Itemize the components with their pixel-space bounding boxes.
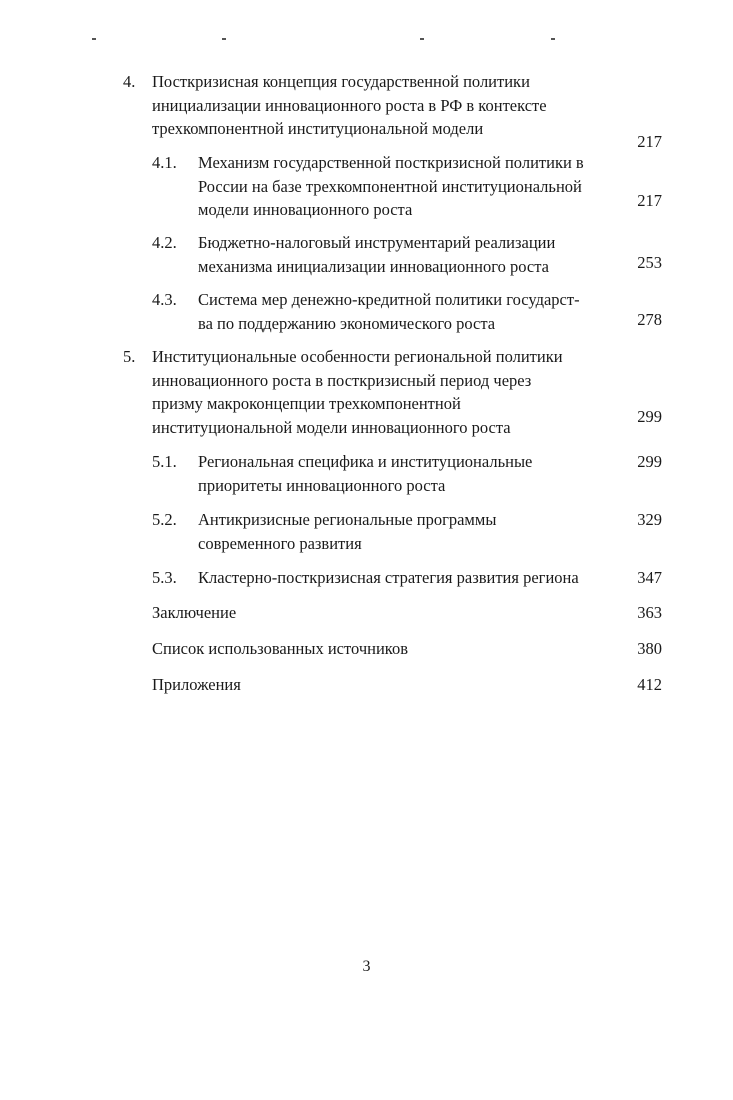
toc-page: 278: [637, 310, 662, 329]
toc-title: Заключение: [152, 603, 237, 622]
toc-title-line: модели инновационного роста: [198, 200, 413, 219]
scan-mark: [420, 38, 424, 40]
toc-title-line: ва по поддержанию экономического роста: [198, 313, 496, 333]
toc-page: 380: [637, 639, 662, 658]
toc-number: 5.3.: [152, 568, 177, 587]
toc-page: 299: [637, 407, 662, 426]
toc-page: 412: [637, 675, 662, 694]
toc-title-line: Посткризисная концепция государственной политики: [152, 72, 530, 91]
toc-title: [152, 345, 622, 439]
toc-page: 217: [637, 191, 662, 210]
toc-page: 329: [637, 510, 662, 529]
toc-title-line: Бюджетно-налоговый инструментарий реализации: [198, 233, 556, 252]
toc-title-line: современного развития: [198, 533, 362, 553]
toc-title-line: инициализации инновационного роста в РФ в контексте: [152, 95, 547, 115]
toc-title: [198, 151, 618, 222]
toc-number: 5.: [123, 347, 136, 366]
toc-title-line: Антикризисные региональные программы: [198, 510, 497, 529]
toc-title-line: приоритеты инновационного роста: [198, 475, 446, 495]
toc-title-line: Механизм государственной посткризисной политики в: [198, 153, 584, 172]
toc-title: [198, 231, 618, 278]
toc-title: [198, 288, 618, 335]
page-number: 3: [362, 958, 371, 975]
toc-page: 347: [637, 568, 662, 587]
toc-title: Список использованных источников: [152, 639, 408, 658]
toc-page: 299: [637, 452, 662, 471]
scan-mark: [92, 38, 96, 40]
toc-number: 4.2.: [152, 233, 177, 252]
scan-mark: [551, 38, 555, 40]
toc-number: 4.1.: [152, 153, 177, 172]
toc-title-line: Региональная специфика и институциональные: [198, 452, 533, 471]
toc-title: [198, 450, 618, 497]
toc-title-line: механизма инициализации инновационного роста: [198, 256, 549, 276]
toc-page: 363: [637, 603, 662, 622]
toc-title-line: инновационного роста в посткризисный период через: [152, 370, 532, 390]
toc-number: 5.2.: [152, 510, 177, 529]
toc-title: [198, 566, 628, 590]
scan-mark: [222, 38, 226, 40]
toc-title: [152, 70, 622, 141]
toc-page: 253: [637, 253, 662, 272]
toc-title-line: Кластерно-посткризисная стратегия развития региона: [198, 568, 579, 587]
toc-title: [198, 508, 618, 555]
toc-title-line: институциональной модели инновационного роста: [152, 417, 511, 437]
toc-number: 4.3.: [152, 290, 177, 309]
toc-number: 5.1.: [152, 452, 177, 471]
toc-title-line: призму макроконцепции трехкомпонентной: [152, 394, 461, 413]
toc-title: Приложения: [152, 675, 241, 694]
toc-title-line: России на базе трехкомпонентной институциональной: [198, 176, 582, 196]
toc-page: 217: [637, 132, 662, 151]
toc-title-line: трехкомпонентной институциональной модели: [152, 119, 484, 138]
toc-number: 4.: [123, 72, 136, 91]
toc-title-line: Система мер денежно-кредитной политики государст-: [198, 290, 580, 309]
toc-title-line: Институциональные особенности региональной политики: [152, 347, 563, 366]
